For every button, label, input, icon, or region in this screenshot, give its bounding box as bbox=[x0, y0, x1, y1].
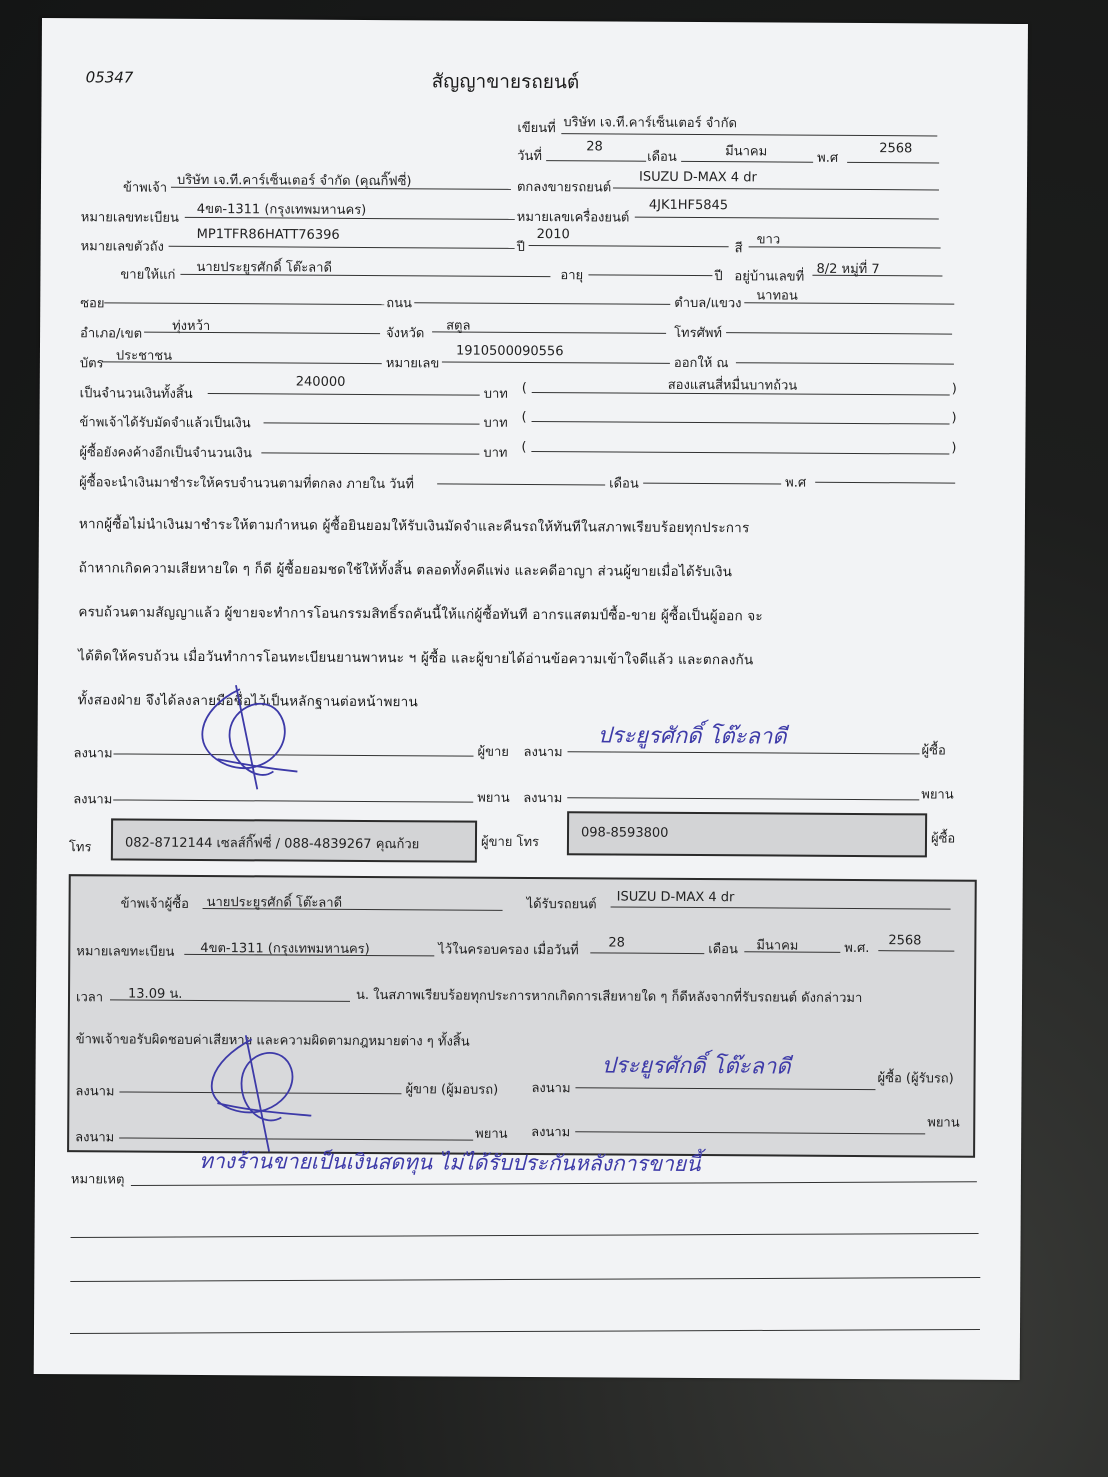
written-at-label: เขียนที่ bbox=[517, 120, 556, 137]
buyer-phone-role: ผู้ซื้อ bbox=[930, 831, 956, 847]
color-value: ขาว bbox=[756, 232, 781, 248]
receipt-liability: ข้าพเจ้าขอรับผิดชอบค่าเสียหาย และความผิดตามกฎหมายต่าง ๆ ทั้งสิ้น bbox=[75, 1032, 470, 1050]
receipt-car: ISUZU D-MAX 4 dr bbox=[616, 889, 735, 906]
vehicle-year-label: ปี bbox=[516, 239, 525, 255]
seller-phone-role: ผู้ขาย โทร bbox=[480, 834, 540, 851]
witness1-sign-label: ลงนาม bbox=[73, 792, 113, 808]
date-value: 28 bbox=[586, 139, 603, 155]
remain-line bbox=[261, 452, 479, 454]
remark-line-4 bbox=[70, 1329, 980, 1334]
remain-label: ผู้ซื้อยังคงค้างอีกเป็นจำนวนเงิน bbox=[79, 445, 252, 462]
color-label: สี bbox=[734, 241, 743, 257]
buyer-phone: 098-8593800 bbox=[580, 825, 669, 841]
chassis-value: MP1TFR86HATT76396 bbox=[196, 226, 340, 243]
receipt-buyer-sign-label: ลงนาม bbox=[531, 1081, 571, 1097]
receipt-year-label: พ.ศ. bbox=[844, 940, 870, 957]
subdistrict-value: นาทอน bbox=[756, 288, 798, 304]
soi-label: ซอย bbox=[80, 296, 105, 312]
phone-row-label: โทร bbox=[68, 840, 92, 856]
receipt-day: 28 bbox=[608, 935, 625, 951]
road-line bbox=[414, 302, 670, 305]
seller-role-label: ผู้ขาย bbox=[477, 744, 509, 760]
seller-signature-mark-1 bbox=[187, 679, 308, 800]
receipt-plate: 4ขต-1311 (กรุงเทพมหานคร) bbox=[200, 940, 370, 958]
remain-text-line bbox=[531, 451, 949, 455]
receipt-month-label: เดือน bbox=[708, 942, 738, 958]
chassis-line bbox=[169, 246, 515, 249]
terms-line-5: ทั้งสองฝ่าย จึงได้ลงลายมือชื่อไว้เป็นหลักฐานต่อหน้าพยาน bbox=[77, 692, 418, 711]
receipt-buyer-sign-line bbox=[575, 1087, 875, 1090]
car-model: ISUZU D-MAX 4 dr bbox=[638, 169, 757, 186]
buyer-phone-box bbox=[567, 811, 927, 857]
receipt-seller-sign-label: ลงนาม bbox=[75, 1084, 115, 1100]
engine-label: หมายเลขเครื่องยนต์ bbox=[516, 209, 630, 226]
deposit-text-line bbox=[532, 421, 950, 425]
total-open-paren: ( bbox=[521, 380, 527, 396]
month-label: เดือน bbox=[647, 149, 677, 165]
age-unit: ปี bbox=[714, 269, 723, 285]
receipt-condition: น. ในสภาพเรียบร้อยทุกประการหากเกิดการเสียหายใด ๆ ก็ดีหลังจากที่รับรถยนต์ ดังกล่าวมา bbox=[355, 987, 863, 1007]
age-line bbox=[588, 274, 712, 276]
age-label: อายุ bbox=[560, 268, 584, 284]
remain-close-paren: ) bbox=[951, 440, 957, 456]
buyer-signature-1: ประยูรศักดิ์ โต๊ะลาดี bbox=[597, 723, 787, 750]
receipt-buyer-label: ข้าพเจ้าผู้ซื้อ bbox=[120, 896, 190, 912]
written-at-value: บริษัท เจ.ที.คาร์เซ็นเตอร์ จำกัด bbox=[563, 115, 737, 132]
due-year-line bbox=[815, 482, 955, 484]
district-label: อำเภอ/เขต bbox=[80, 326, 143, 342]
card-no-line bbox=[442, 361, 670, 363]
serial-number: 05347 bbox=[85, 68, 134, 87]
remark-line-3 bbox=[70, 1277, 980, 1282]
card-no-label: หมายเลข bbox=[385, 356, 440, 372]
buyer-sign-label: ลงนาม bbox=[523, 744, 563, 761]
district-value: ทุ่งหว้า bbox=[172, 318, 211, 335]
year-line bbox=[847, 162, 939, 164]
document-title: สัญญาขายรถยนต์ bbox=[431, 70, 580, 94]
terms-line-2: ถ้าหากเกิดความเสียหายใด ๆ ก็ดี ผู้ซื้อยอมชดใช้ให้ทั้งสิ้น ตลอดทั้งคดีแพ่ง และคดีอาญา ส่วนผู้ขายเมื่อได้รับเงิน bbox=[78, 560, 733, 581]
chassis-label: หมายเลขตัวถัง bbox=[80, 239, 164, 255]
total-close-paren: ) bbox=[951, 381, 957, 397]
month-value: มีนาคม bbox=[725, 144, 768, 160]
receipt-car-line bbox=[611, 906, 951, 909]
due-year-label: พ.ศ bbox=[785, 475, 807, 491]
remain-open-paren: ( bbox=[521, 439, 527, 455]
remain-baht: บาท bbox=[483, 445, 508, 461]
buyer-signature-2: ประยูรศักดิ์ โต๊ะลาดี bbox=[601, 1053, 791, 1080]
card-value: ประชาชน bbox=[115, 348, 173, 364]
plate-value: 4ขต-1311 (กรุงเทพมหานคร) bbox=[196, 201, 367, 218]
total-line bbox=[208, 393, 480, 396]
province-label: จังหวัด bbox=[386, 326, 425, 342]
receipt-seller-role: ผู้ขาย (ผู้มอบรถ) bbox=[405, 1082, 499, 1098]
due-month-line bbox=[643, 483, 781, 485]
total-baht: บาท bbox=[483, 386, 508, 402]
plate-label: หมายเลขทะเบียน bbox=[80, 210, 179, 226]
sold-to-label: ขายให้แก่ bbox=[120, 267, 176, 283]
buyer-name: นายประยูรศักดิ์ โต๊ะลาดี bbox=[196, 259, 332, 276]
receipt-buyer-role: ผู้ซื้อ (ผู้รับรถ) bbox=[877, 1071, 954, 1087]
card-no-value: 1910500090556 bbox=[455, 343, 564, 360]
total-text: สองแสนสี่หมื่นบาทถ้วน bbox=[667, 377, 798, 394]
receipt-possession-label: ไว้ในครอบครอง เมื่อวันที่ bbox=[438, 942, 579, 959]
address-label: อยู่บ้านเลขที่ bbox=[734, 269, 805, 285]
remark-line-2 bbox=[71, 1233, 979, 1238]
written-at-line bbox=[561, 133, 937, 136]
witness2-sign-line bbox=[567, 797, 919, 800]
subdistrict-label: ตำบล/แขวง bbox=[674, 295, 742, 312]
card-label: บัตร bbox=[79, 356, 104, 372]
deposit-baht: บาท bbox=[483, 415, 508, 431]
deposit-label: ข้าพเจ้าได้รับมัดจำแล้วเป็นเงิน bbox=[79, 415, 251, 432]
date-label: วันที่ bbox=[517, 148, 542, 165]
terms-line-3: ครบถ้วนตามสัญญาแล้ว ผู้ขายจะทำการโอนกรรมสิทธิ์รถคันนี้ให้แก่ผู้ซื้อทันที อากรแสตมป์ซื้อ-ขาย ผู้ซื้อเป็นผู้ออก จะ bbox=[78, 604, 763, 625]
agree-sell-label: ตกลงขายรถยนต์ bbox=[516, 179, 612, 196]
due-month-label: เดือน bbox=[609, 476, 639, 492]
seller-signature-mark-2 bbox=[195, 1031, 316, 1162]
witness2-role-label: พยาน bbox=[921, 787, 954, 803]
year-label: พ.ศ bbox=[817, 150, 839, 166]
receipt-plate-label: หมายเลขทะเบียน bbox=[76, 944, 175, 960]
road-label: ถนน bbox=[386, 296, 412, 312]
receipt-buyer-name: นายประยูรศักดิ์ โต๊ะลาดี bbox=[206, 895, 343, 911]
remark-line-1 bbox=[131, 1181, 977, 1186]
receipt-year: 2568 bbox=[888, 933, 922, 949]
remark-label: หมายเหตุ bbox=[70, 1172, 125, 1188]
receipt-witness1-role: พยาน bbox=[475, 1126, 508, 1142]
month-line bbox=[681, 161, 813, 163]
receipt-day-line bbox=[590, 952, 704, 954]
receipt-witness2-sign-label: ลงนาม bbox=[531, 1125, 571, 1141]
deposit-close-paren: ) bbox=[951, 410, 957, 426]
issued-label: ออกให้ ณ bbox=[673, 355, 729, 372]
receipt-witness2-sign-line bbox=[575, 1131, 925, 1134]
soi-line bbox=[104, 302, 384, 305]
year-value: 2568 bbox=[879, 141, 913, 157]
phone-label: โทรศัพท์ bbox=[674, 325, 723, 342]
seller-phone-box bbox=[111, 818, 477, 862]
due-label: ผู้ซื้อจะนำเงินมาชำระให้ครบจำนวนตามที่ตกลง ภายใน วันที่ bbox=[79, 475, 414, 493]
seller-phone: 082-8712144 เซลส์กิ๊ฟซี่ / 088-4839267 คุณก้วย bbox=[124, 835, 420, 853]
contract-paper bbox=[34, 18, 1028, 1380]
receipt-witness1-sign-label: ลงนาม bbox=[75, 1130, 115, 1146]
vehicle-year-value: 2010 bbox=[536, 227, 570, 243]
issued-line bbox=[736, 362, 954, 364]
total-label: เป็นจำนวนเงินทั้งสิ้น bbox=[79, 386, 193, 402]
receipt-month: มีนาคม bbox=[756, 938, 799, 954]
engine-value: 4JK1HF5845 bbox=[648, 197, 729, 214]
province-value: สตูล bbox=[446, 318, 471, 334]
deposit-open-paren: ( bbox=[521, 409, 527, 425]
terms-line-1: หากผู้ซื้อไม่นำเงินมาชำระให้ตามกำหนด ผู้ซื้อยินยอมให้รับเงินมัดจำและคืนรถให้ทันทีในสภาพเรียบร้อยทุกประการ bbox=[78, 516, 750, 537]
seller-name: บริษัท เจ.ที.คาร์เซ็นเตอร์ จำกัด (คุณกิ๊ฟซี่) bbox=[176, 172, 412, 190]
receipt-time: 13.09 น. bbox=[127, 986, 183, 1002]
terms-line-4: ได้ติดให้ครบถ้วน เมื่อวันทำการโอนทะเบียนยานพาหนะ ฯ ผู้ซื้อ และผู้ขายได้อ่านข้อความเข้าใจดีแล้ว และตกลงกัน bbox=[78, 648, 754, 669]
seller-label: ข้าพเจ้า bbox=[122, 180, 168, 196]
date-line bbox=[546, 160, 646, 162]
engine-line bbox=[635, 217, 939, 220]
receipt-witness2-role: พยาน bbox=[927, 1115, 960, 1131]
receipt-received-label: ได้รับรถยนต์ bbox=[526, 896, 597, 913]
vehicle-year-line bbox=[529, 245, 729, 247]
buyer-role-label: ผู้ซื้อ bbox=[921, 743, 946, 759]
witness1-sign-line bbox=[113, 799, 473, 802]
total-value: 240000 bbox=[295, 374, 346, 390]
witness2-sign-label: ลงนาม bbox=[523, 790, 563, 807]
due-day-line bbox=[437, 483, 605, 485]
phone-line bbox=[726, 332, 952, 334]
car-model-line bbox=[613, 187, 939, 190]
receipt-time-label: เวลา bbox=[75, 990, 104, 1006]
deposit-line bbox=[264, 422, 480, 424]
witness1-role-label: พยาน bbox=[477, 790, 510, 806]
address-value: 8/2 หมู่ที่ 7 bbox=[816, 261, 880, 278]
receipt-year-line bbox=[878, 950, 954, 951]
seller-sign-label: ลงนาม bbox=[73, 746, 113, 762]
remark-handwritten: ทางร้านขายเป็นเงินสดทุน ไม่ได้รับประกันหลังการขายนี้ bbox=[198, 1148, 701, 1177]
